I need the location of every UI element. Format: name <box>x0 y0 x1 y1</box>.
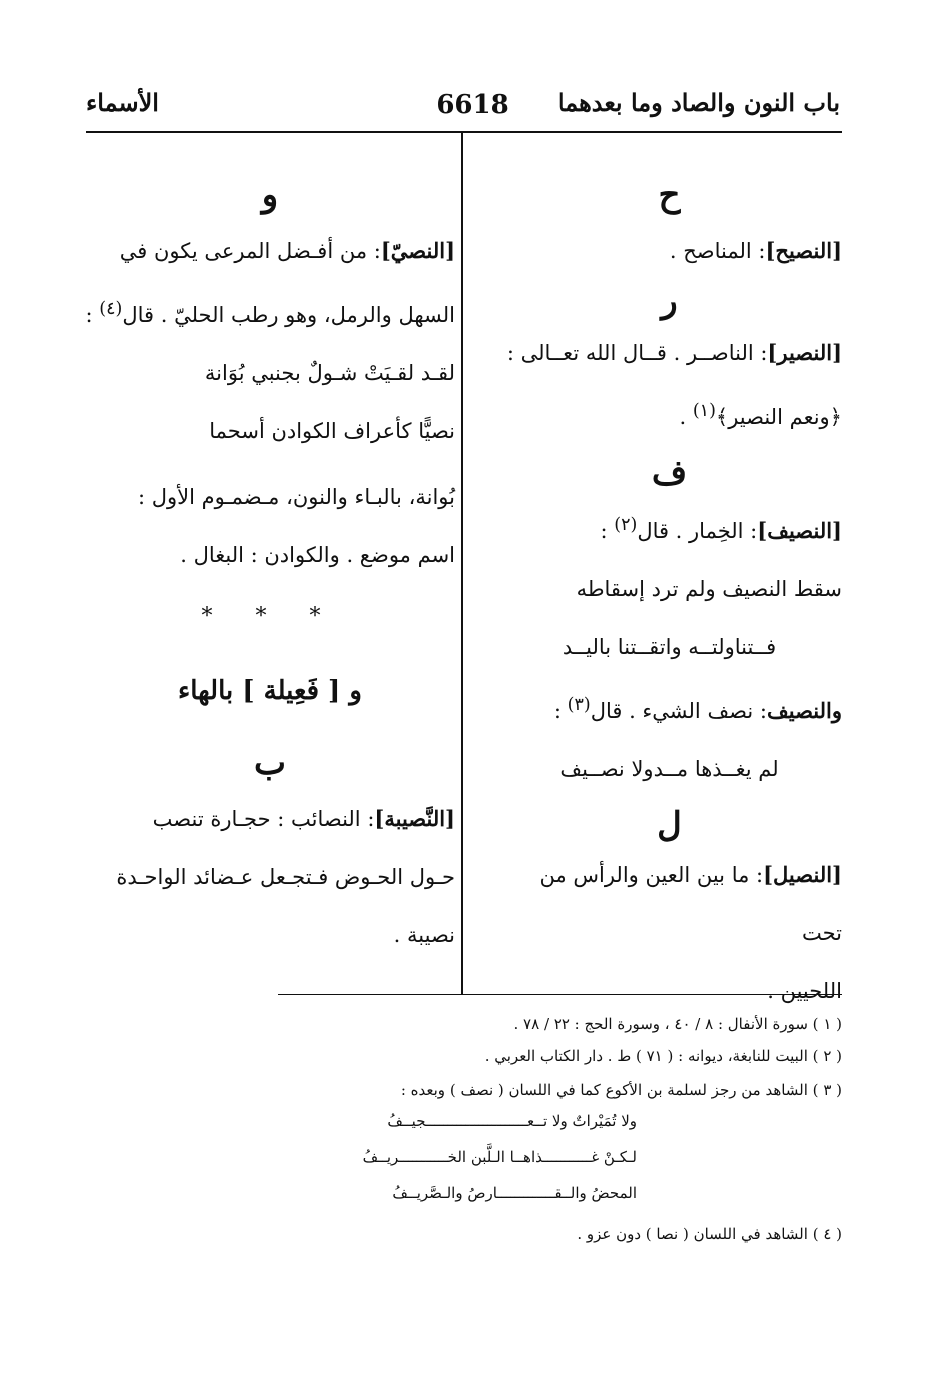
entry-nasiba <box>85 790 455 964</box>
right-column <box>497 170 842 1020</box>
entry-nasif-2 <box>497 676 842 740</box>
punctuation: : <box>600 519 608 543</box>
letter-heading-lam: ل <box>657 805 682 845</box>
entry-definition: : من أفـضل المرعى يكون في <box>119 239 381 263</box>
footnote-verse: لـكـنْ غـــــــــــذاهــا الـلَّبن الخـــــــــــريــفُ <box>362 1148 637 1166</box>
letter-heading-fa: ف <box>651 453 688 493</box>
footnote-ref: (٤) <box>99 299 123 319</box>
entry-nasir <box>497 324 842 446</box>
punctuation: : <box>85 303 93 327</box>
entry-nasih <box>497 222 842 280</box>
entry-term: [النصيّ] <box>380 238 455 263</box>
verse-line: فــتناولتــه واتقــتنا باليــد <box>562 635 777 659</box>
verse-line: نصيًّا كأعراف الكوادن أسحما <box>209 419 455 443</box>
entry-term: [النصيف] <box>757 518 842 543</box>
chapter-title: باب النون والصاد وما بعدهما <box>557 88 840 117</box>
quran-quote: ﴿ونعم النصير﴾ <box>715 405 842 429</box>
verse-line: سقط النصيف ولم ترد إسقاطه <box>576 577 842 601</box>
entry-definition: : الناصــر . قــال الله تعــالى : <box>506 341 768 365</box>
footnote-rule <box>278 994 842 995</box>
entry-definition-cont: نصيبة . <box>393 923 455 947</box>
entry-nasif <box>497 496 842 560</box>
explanation <box>85 468 455 584</box>
section-header: الأسماء <box>86 88 159 117</box>
page-number: 6618 <box>436 90 509 120</box>
letter-heading-ha: ح <box>658 175 681 215</box>
explanation-line: اسم موضع . والكوادن : البغال . <box>180 543 455 567</box>
letter-heading-ra: ر <box>661 281 678 321</box>
entry-term: [النصيل] <box>763 862 842 887</box>
footnote-verse: المحضُ والــقـــــــــــــارصُ والـصَّريــفُ <box>392 1184 637 1202</box>
verse-line: لقـد لقـيَتْ شـولٌ بجنبي بُوَانة <box>204 361 455 385</box>
punctuation: : <box>553 699 561 723</box>
footnote-3: ( ٣ ) الشاهد من رجز لسلمة بن الأكوع كما في اللسان ( نصف ) وبعده : <box>400 1081 842 1099</box>
header-rule <box>86 131 842 133</box>
entry-definition: : المناصح . <box>669 239 766 263</box>
entry-definition-cont: اللحيين . <box>767 979 842 1003</box>
entry-term: والنصيف <box>767 698 842 723</box>
entry-definition: : النصائب : حجـارة تنصب <box>152 807 375 831</box>
entry-definition: : نصف الشيء . قال <box>590 699 767 723</box>
letter-heading-waw: و <box>261 175 279 215</box>
entry-definition-cont: السهل والرمل، وهو رطب الحليّ . قال <box>122 303 455 327</box>
column-divider <box>461 131 463 995</box>
footnote-verse: ولا تُمَيْراتٌ ولا تــعـــــــــــــــــــــــجيــفُ <box>387 1112 637 1130</box>
verse-line: لم يغــذها مــدولا نصــيف <box>560 757 779 781</box>
footnote-2: ( ٢ ) البيت للنابغة، ديوانه : ( ٧١ ) ط . دار الكتاب العربي . <box>484 1047 842 1065</box>
entry-nasiy <box>85 222 455 344</box>
section-title: و [ فَعِيلة ] بالهاء <box>178 676 362 706</box>
entry-term: [النصيح] <box>765 238 842 263</box>
entry-term: [النصير] <box>767 340 842 365</box>
footnote-1: ( ١ ) سورة الأنفال : ٨ / ٤٠ ، وسورة الحج : ٢٢ / ٧٨ . <box>513 1015 842 1033</box>
entry-term: [النَّصيبة] <box>374 806 455 831</box>
entry-definition: : الخِمار . قال <box>637 519 758 543</box>
section-separator: * * * <box>201 604 339 629</box>
footnote-ref: (١) <box>692 401 716 421</box>
explanation-line: بُوانة، بالبـاء والنون، مـضمـوم الأول : <box>138 485 455 509</box>
left-column <box>85 170 455 964</box>
entry-definition: : ما بين العين والرأس من تحت <box>539 863 842 945</box>
footnote-4: ( ٤ ) الشاهد في اللسان ( نصا ) دون عزو . <box>577 1225 842 1243</box>
entry-definition-cont: حـول الحـوض فـتجـعل عـضائد الواحـدة <box>116 865 455 889</box>
letter-heading-ba: ب <box>253 743 286 783</box>
punctuation: . <box>679 405 687 429</box>
footnote-ref: (٢) <box>614 515 638 535</box>
footnote-ref: (٣) <box>567 695 591 715</box>
